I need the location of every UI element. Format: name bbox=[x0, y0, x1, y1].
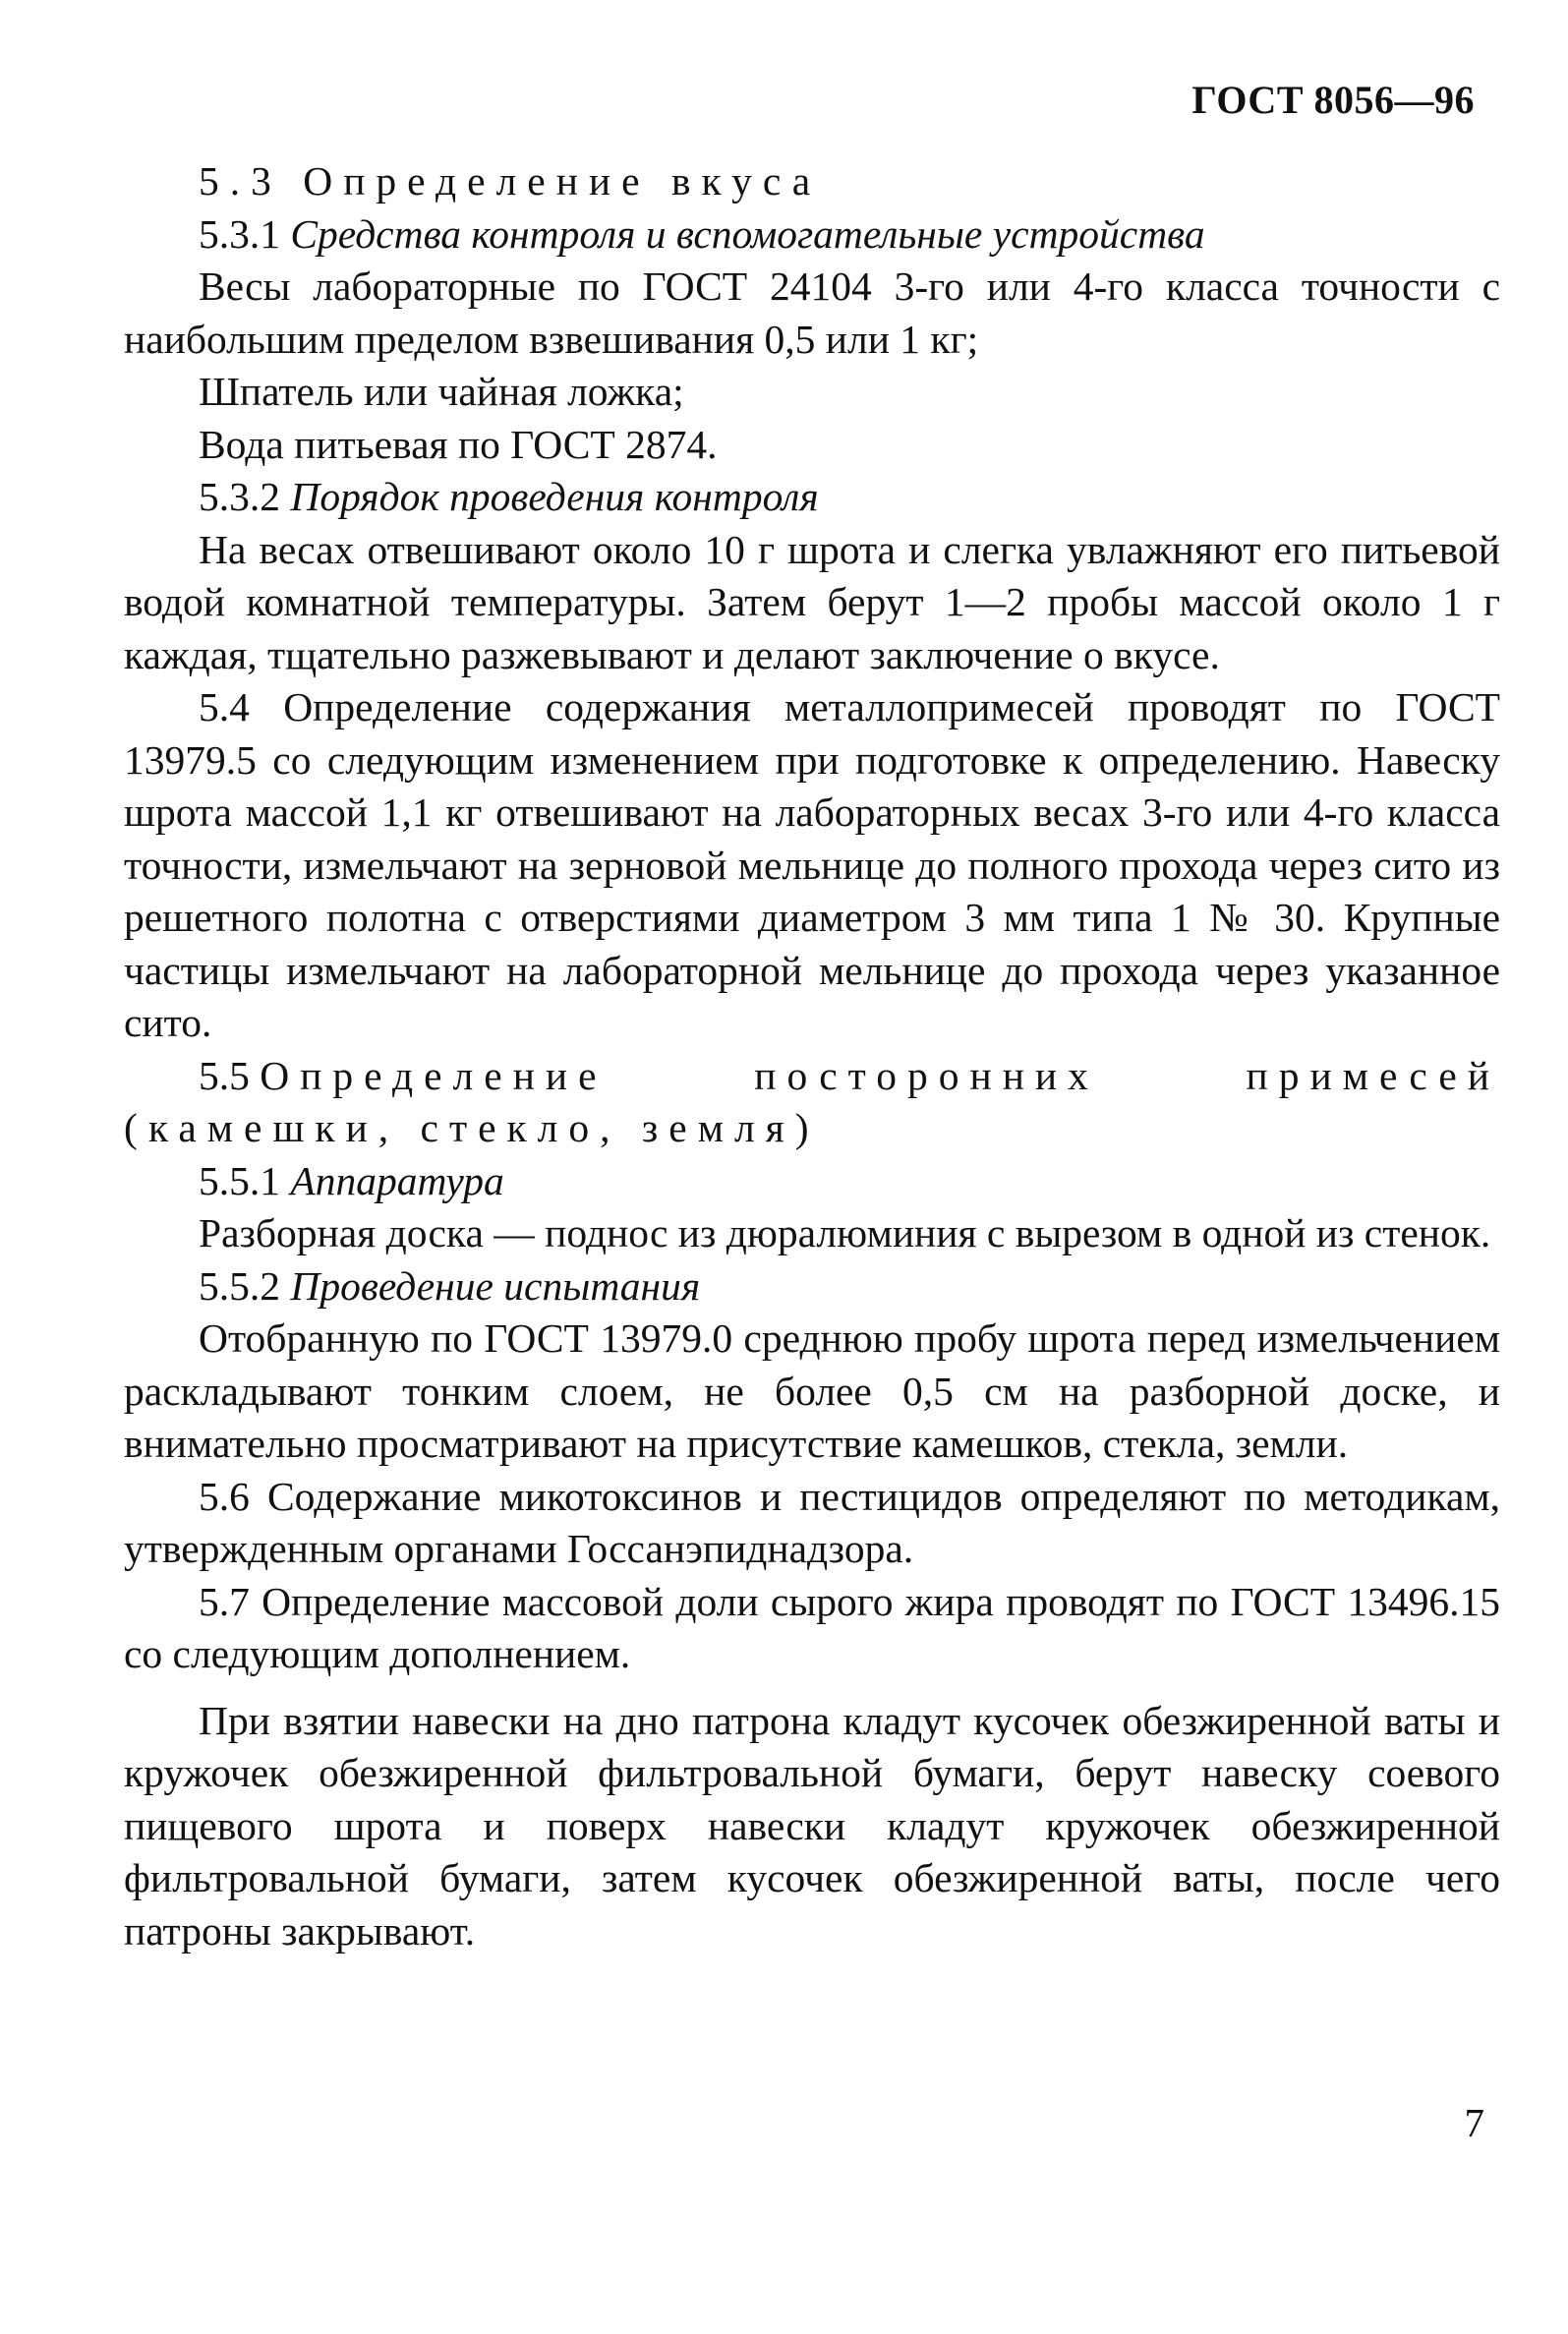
document-body bbox=[124, 155, 1500, 1957]
section-5-3-heading bbox=[124, 155, 1500, 208]
section-5-3-1-heading bbox=[124, 208, 1500, 262]
section-number: 5.5.1 bbox=[199, 1157, 280, 1203]
section-5-5-2-paragraph: Отобранную по ГОСТ 13979.0 среднюю пробу шрота перед измельчением раскладывают тонким слоем, не более 0,5 см на разборной доске, и внимательно просматривают на присутствие камешков, стекла, земли. bbox=[124, 1315, 1500, 1466]
section-number-with-word: 5.5 Определение bbox=[199, 1052, 608, 1098]
section-5-6-paragraph: 5.6 Содержание микотоксинов и пестицидов определяют по методикам, утвержденным органами Госсанэпиднадзора. bbox=[124, 1473, 1500, 1571]
section-5-7-paragraph: 5.7 Определение массовой доли сырого жира проводят по ГОСТ 13496.15 со следующим дополнением. bbox=[124, 1578, 1500, 1676]
italic-heading: Порядок проведения контроля bbox=[290, 474, 819, 519]
equipment-item-scales: Весы лабораторные по ГОСТ 24104 3-го или 4-го класса точности с наибольшим пределом взвешивания 0,5 или 1 кг; bbox=[124, 263, 1500, 362]
section-5-5-1-paragraph: Разборная доска — поднос из дюралюминия с вырезом в одной из стенок. bbox=[199, 1210, 1491, 1255]
equipment-item-spatula: Шпатель или чайная ложка; bbox=[199, 369, 684, 414]
heading-word: примесей bbox=[1246, 1052, 1500, 1098]
italic-heading: Проведение испытания bbox=[290, 1262, 701, 1309]
section-5-5-heading bbox=[124, 1050, 1500, 1103]
section-5-3-2-heading bbox=[124, 471, 1500, 524]
equipment-item-water: Вода питьевая по ГОСТ 2874. bbox=[199, 421, 718, 467]
section-5-5-2-heading bbox=[124, 1260, 1500, 1313]
heading-word: посторонних bbox=[754, 1052, 1099, 1098]
section-5-5-1-heading bbox=[124, 1155, 1500, 1208]
section-number: 5.5.2 bbox=[199, 1262, 280, 1309]
section-5-4-paragraph: 5.4 Определение содержания металлопримесей проводят по ГОСТ 13979.5 со следующим изменением при подготовке к определению. Навеску шрота массой 1,1 кг отвешивают на лабораторных весах 3-го или 4-го класса точности, измельчают на зерновой мельнице до полного прохода через сито из решетного полотна с отверстиями диаметром 3 мм типа 1 № 30. Крупные частицы измельчают на лабораторной мельнице до прохода через указанное сито. bbox=[124, 684, 1500, 1045]
document-code-header: ГОСТ 8056—96 bbox=[1191, 78, 1475, 122]
section-5-3-2-paragraph: На весах отвешивают около 10 г шрота и слегка увлажняют его питьевой водой комнатной температуры. Затем берут 1—2 пробы массой около 1 г каждая, тщательно разжевывают и делают заключение о вкусе. bbox=[124, 526, 1500, 677]
italic-heading: Средства контроля и вспомогательные устройства bbox=[290, 210, 1205, 257]
page-number: 7 bbox=[1464, 2100, 1484, 2145]
section-number: 5.3.2 bbox=[199, 474, 280, 519]
section-5-5-heading-continued: (камешки, стекло, земля) bbox=[124, 1105, 820, 1150]
section-5-7-addition-paragraph: При взятии навески на дно патрона кладут кусочек обезжиренной ваты и кружочек обезжиренной фильтровальной бумаги, берут навеску соевого пищевого шрота и поверх навески кладут кружочек обезжиренной фильтровальной бумаги, затем кусочек обезжиренной ваты, после чего патроны закрывают. bbox=[124, 1697, 1500, 1954]
italic-heading: Аппаратура bbox=[290, 1157, 504, 1203]
section-number: 5.3.1 bbox=[199, 210, 280, 257]
spaced-heading: 5.3 Определение вкуса bbox=[199, 158, 822, 204]
